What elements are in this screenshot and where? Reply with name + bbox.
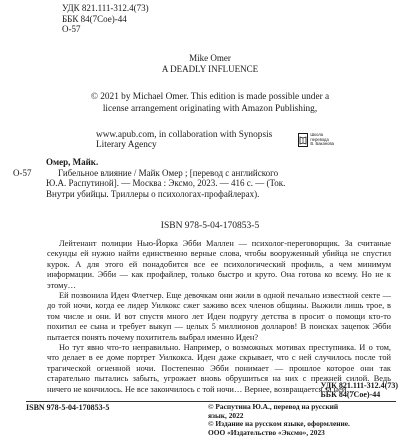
book-icon bbox=[298, 133, 308, 147]
rights-line-4: ООО «Издательство «Эксмо», 2023 bbox=[208, 429, 350, 437]
isbn-footer: ISBN 978-5-04-170853-5 bbox=[26, 403, 109, 412]
catalog-line-2: Ю.А. Распутиной]. — Москва : Эксмо, 2023. — 416 с. — (Ток. bbox=[46, 178, 391, 189]
title-original: A DEADLY INFLUENCE bbox=[0, 64, 420, 75]
copyright-line-3 bbox=[96, 130, 336, 150]
copyright-notice bbox=[0, 91, 420, 115]
author-original: Mike Omer bbox=[0, 53, 420, 64]
udk-code: УДК 821.111-312.4(73) bbox=[62, 3, 149, 14]
original-credits bbox=[0, 53, 420, 74]
rights-line-2: язык, 2022 bbox=[208, 412, 350, 421]
logo-text bbox=[310, 133, 336, 147]
catalog-code: О-57 bbox=[62, 24, 149, 35]
bbk-code: ББК 84(7Сое)-44 bbox=[62, 14, 149, 25]
copyright-line-1: © 2021 by Michael Omer. This edition is made possible under a bbox=[0, 91, 420, 103]
catalog-line-3: Внутри убийцы. Триллеры о психологах-профайлерах). bbox=[46, 189, 391, 200]
copyright-line-2: license arrangement originating with Amazon Publishing, bbox=[0, 103, 420, 115]
rights-line-3: © Издание на русском языке, оформление. bbox=[208, 420, 350, 429]
classification-repeat bbox=[321, 381, 398, 399]
logo-text-line-2: В. Баканова bbox=[310, 142, 336, 147]
logo-text-line-1: Школа перевода bbox=[310, 133, 336, 142]
annotation-paragraph-1: Лейтенант полиции Нью-Йорка Эбби Маллен — психолог-переговорщик. За считаные секунды ей нужно найти единственно верные слова, чтобы вооруженный убийца не спустил курок. А для этого ей понадобится все ее психологический профиль, а чем минимум информации. Эбби — как профайлер, только быстро и круто. Она готова ко всему. Но не к этому… bbox=[47, 239, 391, 291]
bbk-code-repeat: ББК 84(7Сое)-44 bbox=[321, 390, 398, 399]
rights-notice bbox=[208, 403, 350, 437]
translation-school-logo bbox=[298, 133, 336, 147]
classification-block bbox=[62, 3, 149, 35]
annotation bbox=[47, 239, 391, 395]
catalog-author: Омер, Майк. bbox=[46, 157, 391, 168]
copyright-line-3-text: www.apub.com, in collaboration with Synopsis Literary Agency bbox=[96, 130, 290, 150]
catalog-record-code: О-57 bbox=[13, 168, 32, 179]
catalog-line-1: Гибельное влияние / Майк Омер ; [перевод с английского bbox=[46, 168, 391, 179]
catalog-record bbox=[46, 157, 391, 199]
isbn-main: ISBN 978-5-04-170853-5 bbox=[0, 221, 420, 231]
udk-code-repeat: УДК 821.111-312.4(73) bbox=[321, 381, 398, 390]
rights-line-1: © Распутина Ю.А., перевод на русский bbox=[208, 403, 350, 412]
annotation-paragraph-2: Ей позвонила Иден Флетчер. Еще девочкам они жили в одной печально известной секте — до той ночи, когда ее лидер Уилкокс сжег заживо всех членов общины. Выжили лишь трое, в том числе и они. И вот спустя много лет Иден подругу детства в просит о помощи кто-то похитил ее сына и требует выкуп — целых 5 миллионов долларов! В поисках зацепок Эбби пытается понять почему похититель выбрал именно Иден? bbox=[47, 291, 391, 343]
annotation-paragraph-3: Но тут явно что-то неправильно. Например, о возможных мотивах преступника. И о том, что делает в ее доме портрет Уилкокса. Иден даже скрывает, что с ней случилось после той трагической огненной ночи. Постепенно Эбби понимает — прошлое которое они так старательно пытались забыть, угрожает вновь обрушиться на них с прежней силой. Ведь ничего не кончилось. Не все закончилось с той ночи… Вернее, возвращается за ней… bbox=[47, 343, 391, 395]
